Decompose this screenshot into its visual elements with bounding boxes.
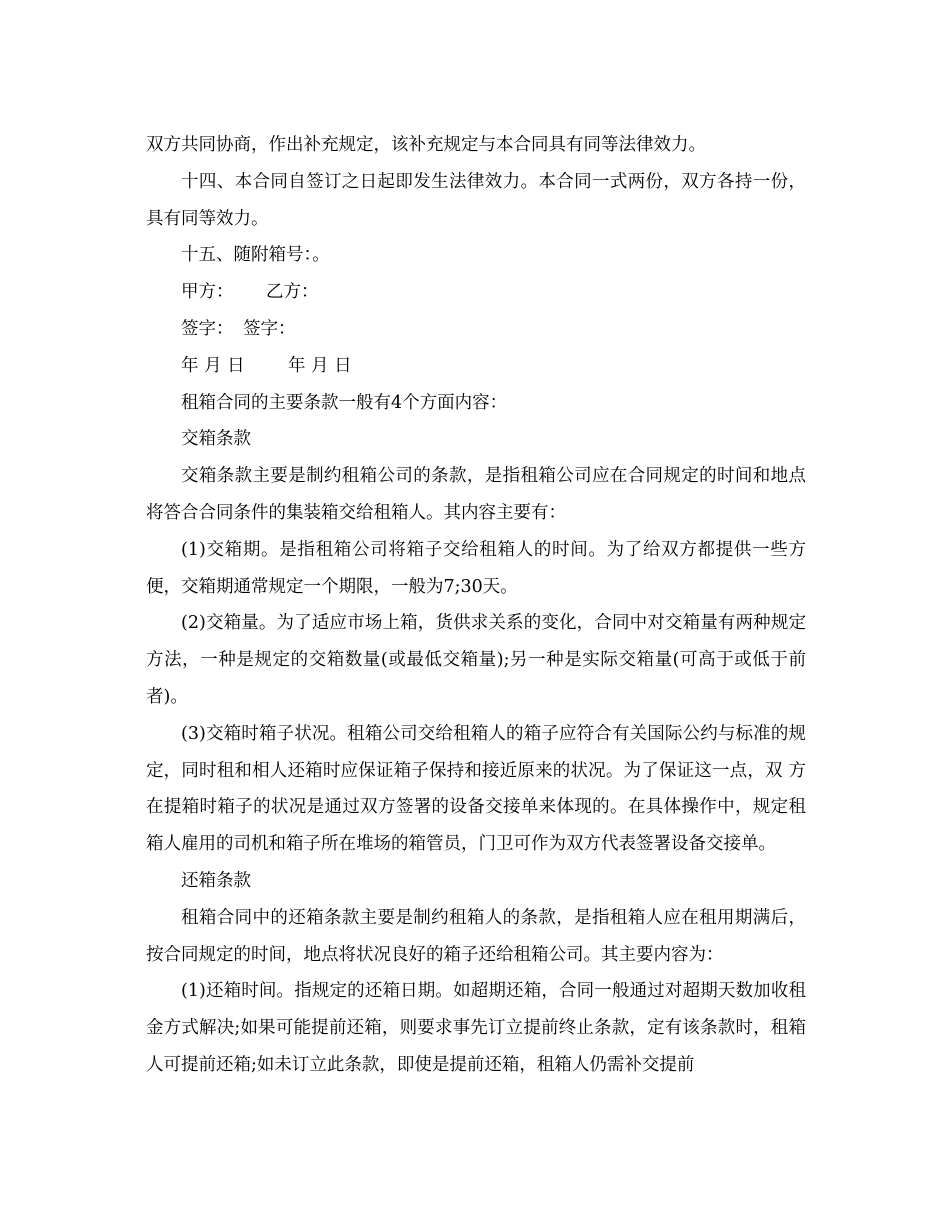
paragraph-delivery-terms: 交箱条款主要是制约租箱公司的条款，是指租箱公司应在合同规定的时间和地点将答合合同条件的集装箱交给租箱人。其内容主要有： xyxy=(146,466,806,523)
paragraph-return-terms: 租箱合同中的还箱条款主要是制约租箱人的条款，是指租箱人应在租用期满后，按合同规定的时间，地点将状况良好的箱子还给租箱公司。其主要内容为： xyxy=(146,907,806,965)
paragraph-delivery-period: (1)交箱期。是指租箱公司将箱子交给租箱人的时间。为了给双方都提供一些方便，交箱期通常规定一个期限，一般为7;30天。 xyxy=(146,539,806,597)
signature-sign-row xyxy=(146,311,806,348)
document-body xyxy=(146,127,806,1084)
sign-a-label: 签字： xyxy=(181,318,234,339)
heading-delivery-terms: 交箱条款 xyxy=(181,429,251,450)
paragraph-article-14: 十四、本合同自签订之日起即发生法律效力。本合同一式两份，双方各持一份，具有同等效力。 xyxy=(146,171,806,229)
paragraph-main-terms-intro: 租箱合同的主要条款一般有4个方面内容： xyxy=(181,392,508,413)
paragraph-delivery-quantity: (2)交箱量。为了适应市场上箱，货供求关系的变化，合同中对交箱量有两种规定方法，一种是规定的交箱数量(或最低交箱量);另一种是实际交箱量(可高于或低于前者)。 xyxy=(146,613,806,707)
party-b-label: 乙方： xyxy=(266,282,319,303)
date-a-label: 年 月 日 xyxy=(181,355,245,376)
paragraph-supplement-clause: 双方共同协商，作出补充规定，该补充规定与本合同具有同等法律效力。 xyxy=(146,135,706,155)
date-b-label: 年 月 日 xyxy=(288,355,352,376)
signature-date-row xyxy=(146,348,806,385)
paragraph-article-15: 十五、随附箱号：。 xyxy=(181,245,330,266)
sign-b-label: 签字： xyxy=(243,318,296,339)
heading-return-terms: 还箱条款 xyxy=(181,870,251,891)
paragraph-delivery-condition: (3)交箱时箱子状况。租箱公司交给租箱人的箱子应符合有关国际公约与标准的规定，同时租和相人还箱时应保证箱子保持和接近原来的状况。为了保证这一点，双 方在提箱时箱子的状况是通过双方签署的设备交接单来体现的。在具体操作中，规定租箱人雇用的司机和箱子所在堆场的箱管员，门卫可作为双方代表签署设备交接单。 xyxy=(146,723,806,855)
paragraph-return-time: (1)还箱时间。指规定的还箱日期。如超期还箱，合同一般通过对超期天数加收租金方式解决;如果可能提前还箱，则要求事先订立提前终止条款，定有该条款时，租箱人可提前还箱;如未订立此条款，即使是提前还箱，租箱人仍需补交提前 xyxy=(146,981,806,1075)
party-a-label: 甲方： xyxy=(181,282,234,303)
signature-party-row xyxy=(146,274,806,311)
